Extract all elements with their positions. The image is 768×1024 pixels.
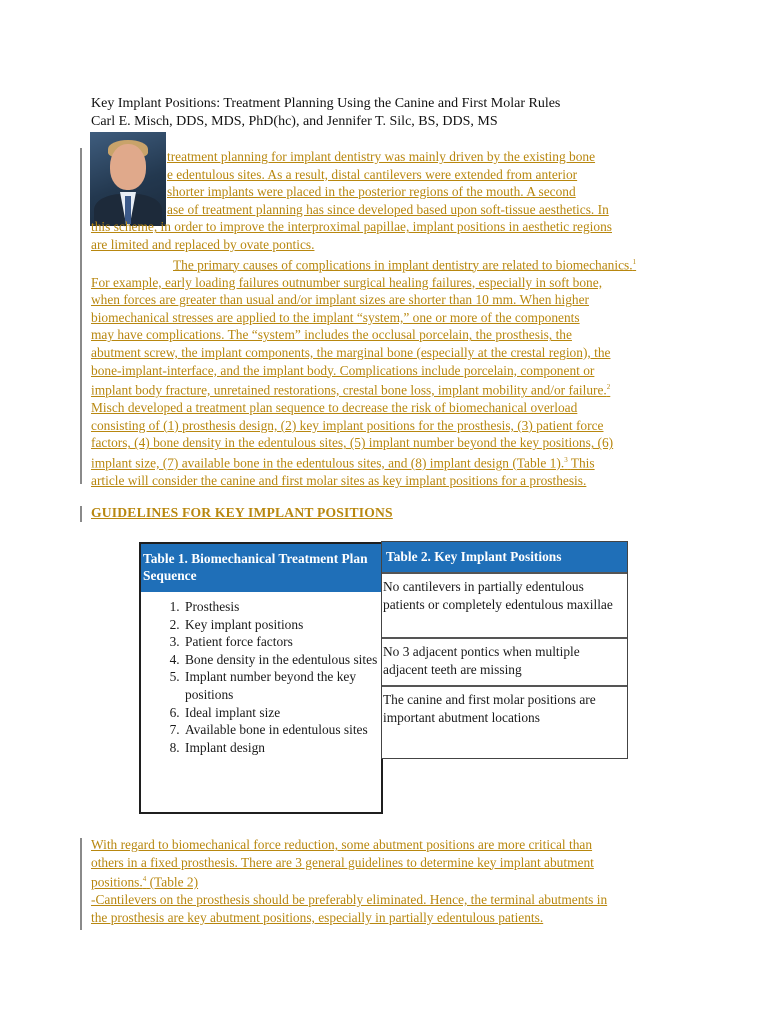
table-row: No cantilevers in partially edentulous patients or completely edentulous maxillae [382,572,627,637]
table-1-list [141,598,381,756]
footer-paragraphs[interactable] [91,836,691,926]
table-row: No 3 adjacent pontics when multiple adjacent teeth are missing [382,637,627,685]
text-line: may have complications. The “system” includes the occlusal porcelain, the prosthesis, the [91,327,572,343]
list-item: 1. Prosthesis [183,598,381,616]
list-item: 5. Implant number beyond the key positions [183,668,381,703]
text-line: shorter implants were placed in the posterior regions of the mouth. A second [167,184,576,200]
table-2-header: Table 2. Key Implant Positions [382,542,627,572]
table-row: The canine and first molar positions are important abutment locations [382,685,627,758]
change-bar [80,148,82,484]
body-paragraphs[interactable] [91,148,691,490]
text-line: bone-implant-interface, and the implant body. Complications include porcelain, component or [91,362,595,378]
text-line: e edentulous sites. As a result, distal cantilevers were extended from anterior [167,166,578,182]
list-item: 8. Implant design [183,739,381,757]
text-line: implant size, (7) available bone in the edentulous sites, and (8) implant design (Table 1).$^3$ This [91,455,595,471]
text-line: The primary causes of complications in implant dentistry are related to biomechanics.$^1$ [173,257,637,273]
text-line: positions.$^4$ (Table 2) [91,874,199,890]
text-line: the prosthesis are key abutment positions, especially in partially edentulous patients. [91,909,544,925]
text-line: when forces are greater than usual and/or implant sizes are shorter than 10 mm. When higher [91,292,590,308]
text-line: article will consider the canine and first molar sites as key implant positions for a prosthesis. [91,473,587,489]
list-item: 2. Key implant positions [183,616,381,634]
text-line: implant body fracture, unretained restorations, crestal bone loss, implant mobility and/or failure.$^2$ [91,382,611,398]
text-line: biomechanical stresses are applied to the implant “system,” one or more of the components [91,309,580,325]
text-line: With regard to biomechanical force reduction, some abutment positions are more critical than [91,837,593,852]
change-bar [80,838,82,930]
table-2 [381,541,628,759]
text-line: abutment screw, the implant components, the marginal bone (especially at the crestal region), the [91,345,611,360]
table-1 [139,542,383,814]
text-line: factors, (4) bone density in the edentulous sites, (5) implant number beyond the key positions, (6) [91,435,614,451]
section-heading: GUIDELINES FOR KEY IMPLANT POSITIONS [91,505,393,520]
text-line: treatment planning for implant dentistry was mainly driven by the existing bone [167,149,596,164]
list-item: 3. Patient force factors [183,633,381,651]
text-line: ase of treatment planning has since developed based upon soft-tissue aesthetics. In [167,201,609,217]
document-title: Key Implant Positions: Treatment Planning Using the Canine and First Molar Rules [91,96,561,111]
list-item: 6. Ideal implant size [183,704,381,722]
text-line: others in a fixed prosthesis. There are 3 general guidelines to determine key implant abutment [91,854,594,870]
text-line: Misch developed a treatment plan sequence to decrease the risk of biomechanical overload [91,400,578,416]
text-line: For example, early loading failures outnumber surgical healing failures, especially in soft bone, [91,274,603,290]
table-1-header: Table 1. Biomechanical Treatment Plan Sequence [141,544,381,592]
text-line: this scheme, in order to improve the interproximal papillae, implant positions in aesthetic regions [91,219,612,235]
change-bar [80,506,82,522]
document-title-block [91,95,560,131]
text-line: are limited and replaced by ovate pontics. [91,236,315,252]
list-item: 7. Available bone in edentulous sites [183,721,381,739]
text-line: -Cantilevers on the prosthesis should be preferably eliminated. Hence, the terminal abutments in [91,892,608,908]
text-line: consisting of (1) prosthesis design, (2) key implant positions for the prosthesis, (3) patient force [91,417,604,433]
document-authors: Carl E. Misch, DDS, MDS, PhD(hc), and Jennifer T. Silc, BS, DDS, MS [91,114,498,129]
list-item: 4. Bone density in the edentulous sites [183,651,381,669]
